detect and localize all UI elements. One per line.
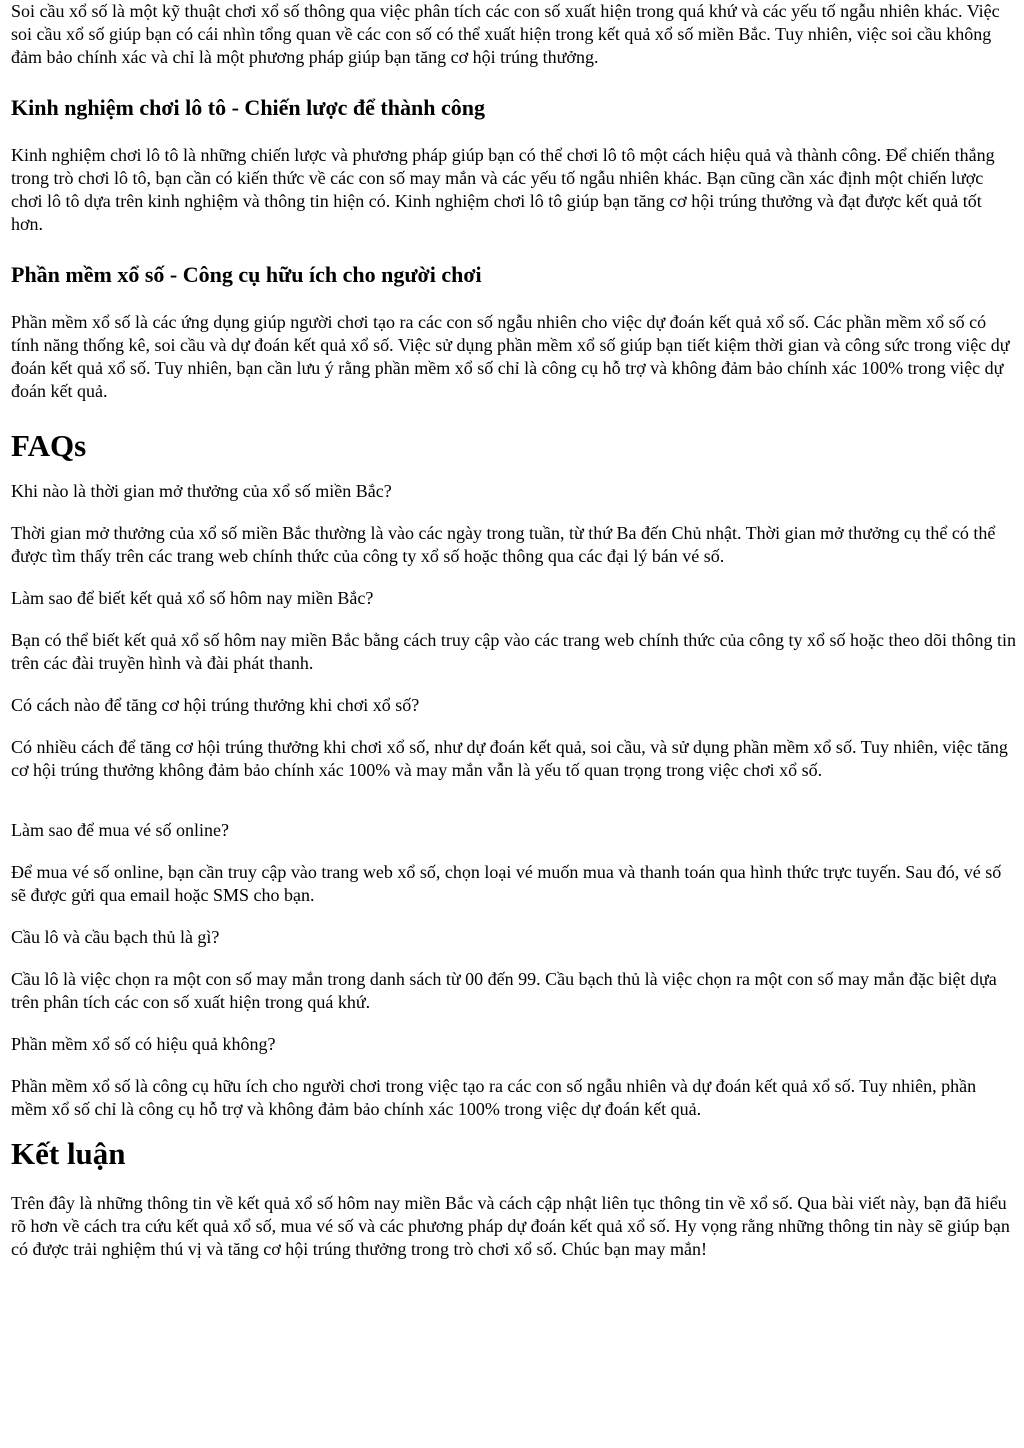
intro-paragraph: Soi cầu xổ số là một kỹ thuật chơi xổ số thông qua việc phân tích các con số xuất hiện trong quá khứ và các yếu tố ngẫu nhiên khác. Việc soi cầu xổ số giúp bạn có cái nhìn tổng quan về các con số có thể xuất hiện trong kết quả xổ số miền Bắc. Tuy nhiên, việc soi cầu không đảm bảo chính xác và chỉ là một phương pháp giúp bạn tăng cơ hội trúng thưởng. — [11, 1, 1000, 67]
paragraph-phan-mem: Phần mềm xổ số là các ứng dụng giúp người chơi tạo ra các con số ngẫu nhiên cho việc dự đoán kết quả xổ số. Các phần mềm xổ số có tính năng thống kê, soi cầu và dự đoán kết quả xổ số. Việc sử dụng phần mềm xổ số giúp bạn tiết kiệm thời gian và công sức trong việc dự đoán kết quả xổ số. Tuy nhiên, bạn cần lưu ý rằng phần mềm xổ số chỉ là công cụ hỗ trợ và không đảm bảo chính xác 100% trong việc dự đoán kết quả. — [11, 312, 1010, 401]
faq-question: Làm sao để biết kết quả xổ số hôm nay miền Bắc? — [11, 588, 374, 608]
heading-phan-mem: Phần mềm xổ số - Công cụ hữu ích cho người chơi — [11, 262, 482, 287]
faq-question: Có cách nào để tăng cơ hội trúng thưởng khi chơi xổ số? — [11, 695, 420, 715]
conclusion-paragraph: Trên đây là những thông tin về kết quả xổ số hôm nay miền Bắc và cách cập nhật liên tục thông tin về xổ số. Qua bài viết này, bạn đã hiểu rõ hơn về cách tra cứu kết quả xổ số, mua vé số và các phương pháp dự đoán kết quả xổ số. Hy vọng rằng những thông tin này sẽ giúp bạn có được trải nghiệm thú vị và tăng cơ hội trúng thưởng trong trò chơi xổ số. Chúc bạn may mắn! — [11, 1193, 1010, 1259]
faq-answer: Cầu lô là việc chọn ra một con số may mắn trong danh sách từ 00 đến 99. Cầu bạch thủ là việc chọn ra một con số may mắn đặc biệt dựa trên phân tích các con số xuất hiện trong quá khứ. — [11, 969, 997, 1012]
faq-answer: Thời gian mở thưởng của xổ số miền Bắc thường là vào các ngày trong tuần, từ thứ Ba đến Chủ nhật. Thời gian mở thưởng cụ thể có thể được tìm thấy trên các trang web chính thức của công ty xổ số hoặc thông qua các đại lý bán vé số. — [11, 523, 996, 566]
faq-question: Khi nào là thời gian mở thưởng của xổ số miền Bắc? — [11, 481, 392, 501]
faq-question: Làm sao để mua vé số online? — [11, 820, 229, 840]
faq-answer: Bạn có thể biết kết quả xổ số hôm nay miền Bắc bằng cách truy cập vào các trang web chính thức của công ty xổ số hoặc theo dõi thông tin trên các đài truyền hình và đài phát thanh. — [11, 630, 1016, 673]
faqs-heading: FAQs — [11, 428, 87, 463]
faq-question: Cầu lô và cầu bạch thủ là gì? — [11, 927, 220, 947]
article-body — [11, 0, 1016, 1261]
conclusion-heading: Kết luận — [11, 1136, 126, 1171]
faq-question: Phần mềm xổ số có hiệu quả không? — [11, 1034, 276, 1054]
faq-answer: Phần mềm xổ số là công cụ hữu ích cho người chơi trong việc tạo ra các con số ngẫu nhiên và dự đoán kết quả xổ số. Tuy nhiên, phần mềm xổ số chỉ là công cụ hỗ trợ và không đảm bảo chính xác 100% trong việc dự đoán kết quả. — [11, 1076, 977, 1119]
faq-answer: Có nhiều cách để tăng cơ hội trúng thưởng khi chơi xổ số, như dự đoán kết quả, soi cầu, và sử dụng phần mềm xổ số. Tuy nhiên, việc tăng cơ hội trúng thưởng không đảm bảo chính xác 100% và may mắn vẫn là yếu tố quan trọng trong việc chơi xổ số. — [11, 737, 1008, 780]
faq-answer: Để mua vé số online, bạn cần truy cập vào trang web xổ số, chọn loại vé muốn mua và thanh toán qua hình thức trực tuyến. Sau đó, vé số sẽ được gửi qua email hoặc SMS cho bạn. — [11, 862, 1002, 905]
paragraph-kinh-nghiem: Kinh nghiệm chơi lô tô là những chiến lược và phương pháp giúp bạn có thể chơi lô tô một cách hiệu quả và thành công. Để chiến thắng trong trò chơi lô tô, bạn cần có kiến thức về các con số may mắn và các yếu tố ngẫu nhiên khác. Bạn cũng cần xác định một chiến lược chơi lô tô dựa trên kinh nghiệm và thông tin hiện có. Kinh nghiệm chơi lô tô giúp bạn tăng cơ hội trúng thưởng và đạt được kết quả tốt hơn. — [11, 145, 995, 234]
heading-kinh-nghiem: Kinh nghiệm chơi lô tô - Chiến lược để thành công — [11, 95, 485, 120]
